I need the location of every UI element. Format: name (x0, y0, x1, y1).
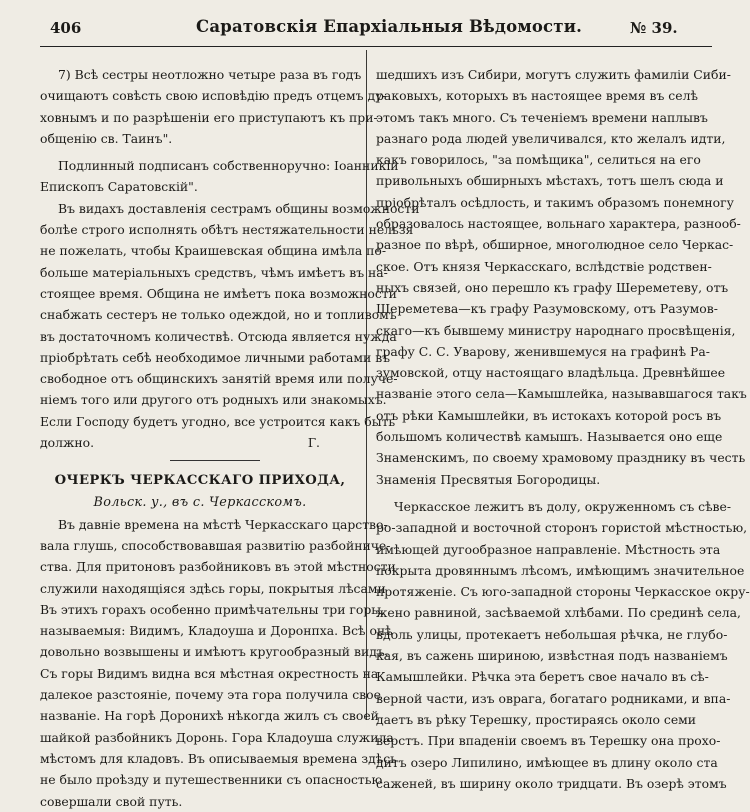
page-header (0, 0, 720, 44)
text-line: не пожелать, чтобы Краишевская община имѣла по- (40, 243, 387, 259)
article-subtitle: Вольск. у., въ с. Черкасскомъ. (93, 494, 307, 510)
signed-paragraph (40, 155, 399, 198)
text-line: разное по вѣрѣ, обширное, многолюдное село Черкас- (376, 237, 734, 253)
text-line: Съ горы Видимъ видна вся мѣстная окрестность на (40, 665, 379, 681)
text-line: отъ рѣки Камышлейки, въ истокахъ которой росъ въ (376, 407, 722, 423)
text-line: пріобрѣтать себѣ необходимое личными работами въ (40, 349, 391, 365)
text-line: общенію св. Таинъ". (40, 130, 173, 146)
text-line: болѣе строго исполнять обѣтъ нестяжательности нельзя (40, 222, 414, 238)
text-line: Если Господу будетъ угодно, все устроится какъ быть (40, 413, 396, 429)
settlement-paragraph (376, 64, 747, 490)
text-line: саженей, въ ширину около тридцати. Въ озерѣ этомъ (376, 775, 727, 791)
header-rule (40, 46, 712, 47)
text-line: Въ этихъ горахъ особенно примѣчательны три горы, (40, 601, 386, 617)
text-line: верной части, изъ оврага, богатаго родниками, и впа- (376, 690, 731, 706)
text-line: въ достаточномъ количествѣ. Отсюда является нужда (40, 328, 397, 344)
text-line: должно. (40, 435, 95, 451)
text-line: названіе этого села—Камышлейка, называвшагося такъ (376, 386, 747, 402)
text-line: шайкой разбойникъ Доронь. Гора Кладоуша служила (40, 729, 394, 745)
text-line: очищаютъ совѣсть свою исповѣдію предъ отцемъ ду- (40, 88, 387, 104)
text-line: свободное отъ общинскихъ занятій время или получе- (40, 371, 398, 387)
text-line: Знаменія Пресвятыя Богородицы. (376, 471, 601, 487)
history-paragraph (40, 514, 397, 812)
text-line: зумовской, отцу настоящаго владѣльца. Древнѣйшее (376, 365, 726, 381)
text-line: снабжать сестеръ не только одеждой, но и топливомъ (40, 307, 397, 323)
text-line: больше матеріальныхъ средствъ, чѣмъ имѣетъ въ на- (40, 264, 388, 280)
text-line: покрыта дровяннымъ лѣсомъ, имѣющимъ значительное (376, 562, 745, 578)
text-line: ское. Отъ князя Черкасскаго, вслѣдствіе родствен- (376, 258, 712, 274)
text-line: ро-западной и восточной сторонъ гористой мѣстностью, (376, 520, 748, 536)
text-line: верстъ. При впаденіи своемъ въ Терешку она прохо- (376, 733, 721, 749)
text-line: какъ говорилось, "за помѣщика", селиться на его (376, 152, 701, 168)
issue-number: № 39. (630, 19, 678, 37)
text-line: привольныхъ обширныхъ мѣстахъ, тотъ шелъ сюда и (376, 173, 724, 189)
text-line: шедшихъ изъ Сибири, могутъ служить фамиліи Сиби- (376, 67, 731, 82)
rule-paragraph (40, 64, 387, 149)
left-column (40, 64, 420, 809)
text-line: вдоль улицы, протекаетъ небольшая рѣчка, не глубо- (376, 626, 728, 642)
text-line: Епископъ Саратовскій". (40, 179, 198, 195)
journal-title: Саратовскія Епархіальныя Вѣдомости. (196, 17, 583, 36)
text-line: Знаменскимъ, по своему храмовому празднику въ честь (376, 450, 746, 466)
text-line: даетъ въ рѣку Терешку, простираясь около семи (376, 711, 697, 727)
text-line: довольно возвышены и имѣютъ кругообразный видъ. (40, 644, 389, 660)
right-column (376, 64, 750, 791)
text-line: Подлинный подписанъ собственноручно: Іоанникій (58, 158, 399, 174)
text-line: большомъ количествѣ камышъ. Называется оно еще (376, 429, 723, 445)
text-line: Камышлейки. Рѣчка эта беретъ свое начало въ сѣ- (376, 669, 709, 685)
text-line: имѣющей дугообразное направленіе. Мѣстность эта (376, 541, 721, 557)
text-line: дитъ озеро Липилино, имѣющее въ длину около ста (376, 754, 718, 770)
text-line: вала глушь, способствовавшая развитію разбойниче- (40, 537, 391, 553)
text-line: 7) Всѣ сестры неотложно четыре раза въ годъ (58, 67, 362, 82)
text-line: скаго—къ бывшему министру народнаго просвѣщенія, (376, 322, 736, 338)
text-line: образовалось настоящее, вольнаго характера, разнооб- (376, 216, 741, 232)
text-line: пріобрѣталъ осѣдлость, и такимъ образомъ понемногу (376, 194, 734, 210)
text-line: этомъ такъ много. Съ теченіемъ времени наплывъ (376, 109, 708, 125)
text-line: ства. Для притоновъ разбойниковъ въ этой мѣстности (40, 559, 396, 575)
text-line: жено равниной, засѣваемой хлѣбами. По срединѣ села, (376, 605, 741, 621)
text-line: служили находящіяся здѣсь горы, покрытыя лѣсами (40, 580, 386, 596)
text-line: ховнымъ и по разрѣшеніи его приступаютъ къ при- (40, 109, 378, 125)
text-line: названіе. На горѣ Доронихѣ нѣкогда жилъ съ своей (40, 708, 379, 724)
author-signature: Г. (307, 435, 320, 451)
text-line: мѣстомъ для кладовъ. Въ описываемыя времена здѣсь (40, 750, 397, 766)
text-line: Въ видахъ доставленія сестрамъ общины возможности (58, 200, 420, 216)
text-line: протяженіе. Съ юго-западной стороны Черкасское окру- (376, 584, 750, 600)
text-line: Черкасское лежитъ въ долу, окруженномъ съ сѣве- (394, 498, 732, 514)
text-line: стоящее время. Община не имѣетъ пока возможности (40, 285, 397, 301)
text-line: называемыя: Видимъ, Кладоуша и Доронпха. Всѣ онѣ (40, 623, 393, 639)
text-line: Шереметева—къ графу Разумовскому, отъ Разумов- (376, 301, 718, 317)
text-line: ніемъ того или другого отъ родныхъ или знакомыхъ. (40, 392, 387, 408)
geography-paragraph (376, 496, 750, 794)
section-separator (40, 456, 360, 466)
page-number: 406 (50, 19, 82, 37)
text-line: не было проѣзду и путешественники съ опасностью (40, 772, 383, 788)
text-line: раковыхъ, которыхъ въ настоящее время въ селѣ (376, 88, 698, 104)
text-line: далекое разстояніе, почему эта гора получила свое (40, 687, 381, 703)
community-paragraph (40, 198, 420, 454)
text-line: разнаго рода людей увеличивался, кто желалъ идти, (376, 130, 726, 146)
text-line: ныхъ связей, оно перешло къ графу Шереметеву, отъ (376, 279, 729, 295)
text-line: кая, въ сажень шириною, извѣстная подъ названіемъ (376, 648, 728, 664)
text-line: Въ давніе времена на мѣстѣ Черкасскаго царство- (58, 516, 388, 532)
text-line: графу С. С. Уварову, женившемуся на графинѣ Ра- (376, 343, 710, 359)
article-title: ОЧЕРКЪ ЧЕРКАССКАГО ПРИХОДА, (54, 472, 346, 488)
text-line: совершали свой путь. (40, 793, 183, 809)
